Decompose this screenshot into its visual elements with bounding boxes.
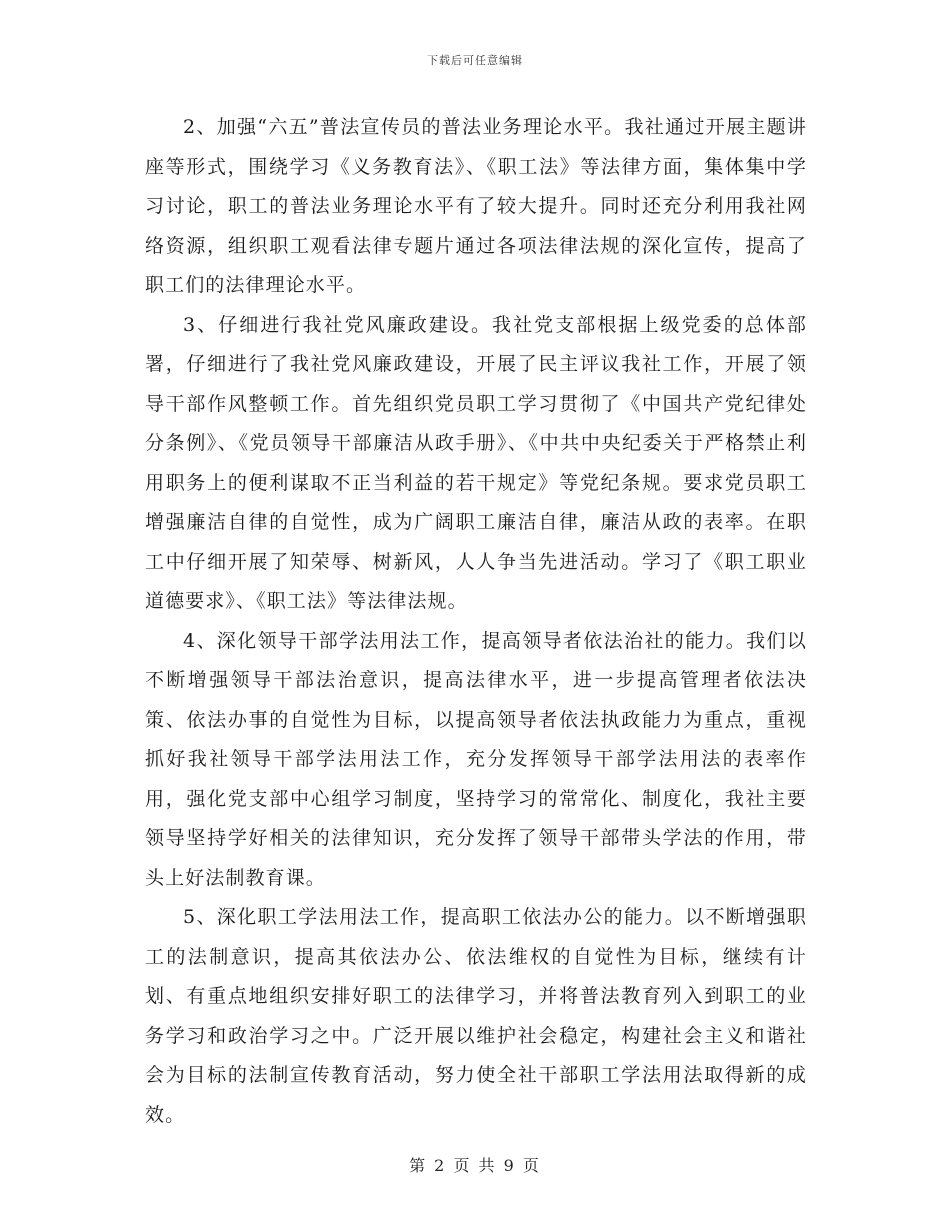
- paragraph-3: 3、仔细进行我社党风廉政建设。我社党支部根据上级党委的总体部署，仔细进行了我社党风廉政建设，开展了民主评议我社工作，开展了领导干部作风整顿工作。首先组织党员职工学习贯彻了《中国共产党纪律处分条例》、《党员领导干部廉洁从政手册》、《中共中央纪委关于严格禁止利用职务上的便利谋取不正当利益的若干规定》等党纪条规。要求党员职工增强廉洁自律的自觉性，成为广阔职工廉洁自律，廉洁从政的表率。在职工中仔细开展了知荣辱、树新风，人人争当先进活动。学习了《职工职业道德要求》、《职工法》等法律法规。: [145, 313, 807, 612]
- paragraph-5: 5、深化职工学法用法工作，提高职工依法办公的能力。以不断增强职工的法制意识，提高其依法办公、依法维权的自觉性为目标，继续有计划、有重点地组织安排好职工的法律学习，并将普法教育列入到职工的业务学习和政治学习之中。广泛开展以维护社会稳定，构建社会主义和谐社会为目标的法制宣传教育活动，努力使全社干部职工学法用法取得新的成效。: [145, 906, 807, 1126]
- page-header: 下载后可任意编辑: [427, 54, 523, 67]
- paragraph-2: 2、加强“六五”普法宣传员的普法业务理论水平。我社通过开展主题讲座等形式，围绕学习《义务教育法》、《职工法》等法律方面，集体集中学习讨论，职工的普法业务理论水平有了较大提升。同时还充分利用我社网络资源，组织职工观看法律专题片通过各项法律法规的深化宣传，提高了职工们的法律理论水平。: [145, 116, 807, 296]
- paragraph-4: 4、深化领导干部学法用法工作，提高领导者依法治社的能力。我们以不断增强领导干部法治意识，提高法律水平，进一步提高管理者依法决策、依法办事的自觉性为目标，以提高领导者依法执政能力为重点，重视抓好我社领导干部学法用法工作，充分发挥领导干部学法用法的表率作用，强化党支部中心组学习制度，坚持学习的常常化、制度化，我社主要领导坚持学好相关的法律知识，充分发挥了领导干部带头学法的作用，带头上好法制教育课。: [145, 629, 807, 889]
- page-number: 第 2 页 共 9 页: [409, 1156, 541, 1175]
- document-body: [145, 108, 807, 1135]
